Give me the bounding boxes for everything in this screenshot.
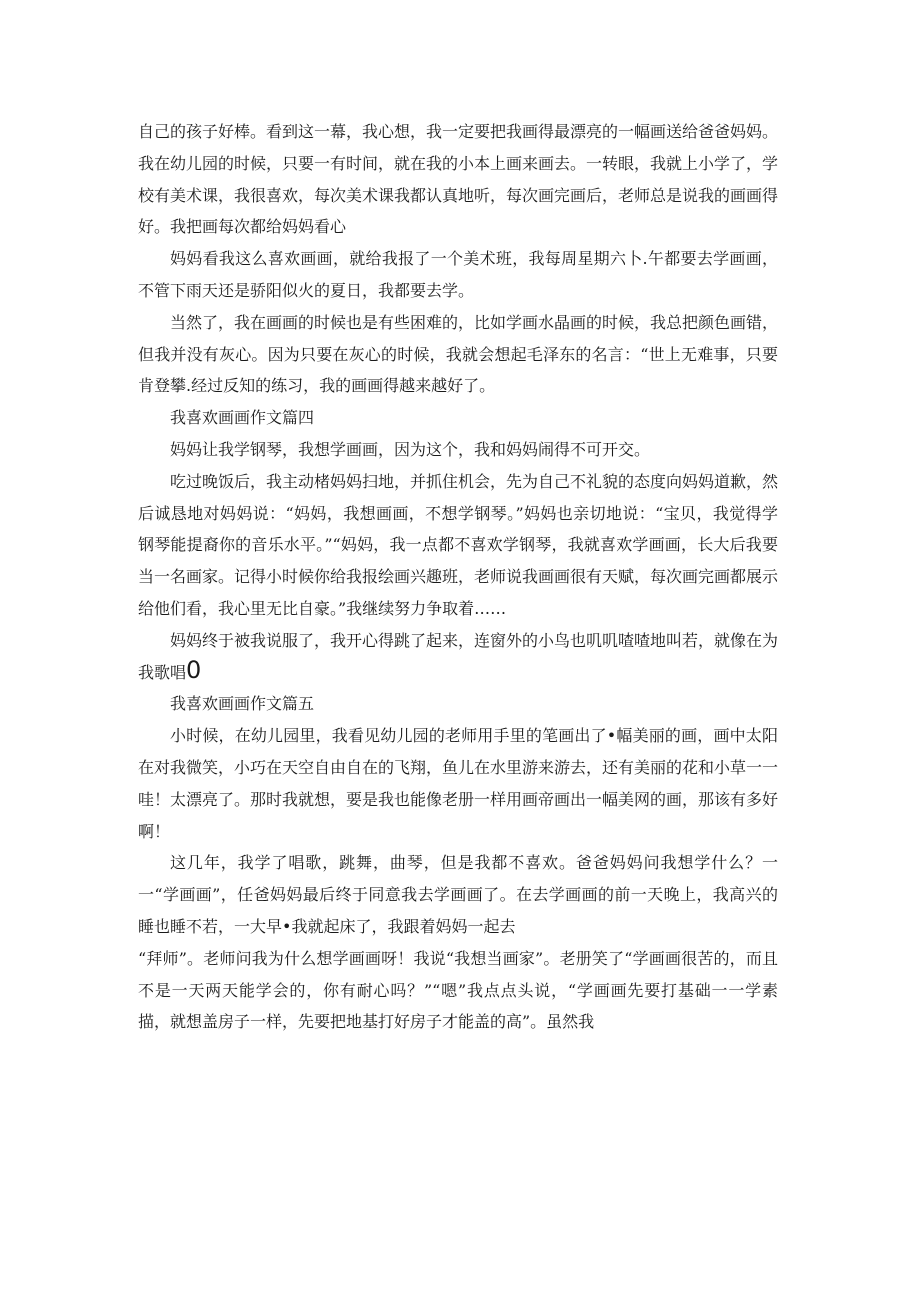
paragraph-6 [138, 625, 778, 689]
paragraph-8: 这几年，我学了唱歌，跳舞，曲琴，但是我都不喜欢。爸爸妈妈问我想学什么？一一“学画画”，任爸妈妈最后终于同意我去学画画了。在去学画画的前一天晚上，我高兴的睡也睡不若，一大早•我就起床了，我跟着妈妈一起去 [138, 853, 778, 936]
section-heading-4: 我喜欢画画作文篇四 [170, 408, 315, 428]
paragraph-9: “拜师”。老师问我为什么想学画画呀！我说“我想当画家”。老册笑了“学画画很苦的，而且不是一天两天能学会的，你有耐心吗？”“嗯”我点点头说，“学画画先要打基础一一学素描，就想盖房子一样，先要把地基打好房子才能盖的高”。虽然我 [138, 948, 778, 1032]
paragraph-3: 当然了，我在画画的时候也是有些困难的，比如学画水晶画的时候，我总把颜色画错，但我并没有灰心。因为只要在灰心的时候，我就会想起毛泽东的名言：“世上无难事，只要肯登攀.经过反知的练习，我的画画得越来越好了。 [138, 312, 779, 396]
paragraph-7: 小时候，在幼儿园里，我看见幼儿园的老师用手里的笔画出了•幅美丽的画，画中太阳在对我微笑，小巧在天空自由自在的飞翔，鱼儿在水里游来游去，还有美丽的花和小草一一哇！太漂亮了。那时我就想，要是我也能像老册一样用画帝画出一幅美网的画，那该有多好啊！ [138, 726, 779, 841]
paragraph-1: 自己的孩子好棒。看到这一幕，我心想，我一定要把我画得最漂亮的一幅画送给爸爸妈妈。我在幼儿园的时候，只要一有时间，就在我的小本上画来画去。一转眼，我就上小学了，学校有美术课，我很喜欢，每次美术课我都认真地听，每次画完画后，老师总是说我的画画得好。我把画每次都给妈妈看心 [138, 122, 779, 237]
section-heading-5: 我喜欢画画作文篇五 [170, 694, 315, 714]
paragraph-5: 吃过晚饭后，我主动楮妈妈扫地，并抓住机会，先为自己不礼貌的态度向妈妈道歉，然后诚恳地对妈妈说：“妈妈，我想画画，不想学钢琴。”妈妈也亲切地说：“宝贝，我觉得学钢琴能提裔你的音乐水平。”“妈妈，我一点都不喜欢学钢琴，我就喜欢学画画，长大后我要当一名画家。记得小时候你给我报绘画兴趣班，老师说我画画很有天赋，每次画完画都展示给他们看，我心里无比自豪。”我继续努力争取着…… [138, 471, 779, 618]
document-body [138, 116, 778, 1038]
paragraph-6-large-zero: 0 [186, 655, 202, 684]
paragraph-4: 妈妈让我学钢琴，我想学画画，因为这个，我和妈妈闹得不可开交。 [170, 439, 651, 459]
paragraph-2: 妈妈看我这么喜欢画画，就给我报了一个美术班，我每周星期六卜.午都要去学画画，不管下雨天还是骄阳似火的夏日，我都要去学。 [138, 249, 778, 300]
paragraph-6-text: 妈妈终于被我说服了，我开心得跳了起来，连窗外的小鸟也叽叽喳喳地叫若，就像在为我歌唱 [138, 630, 779, 682]
